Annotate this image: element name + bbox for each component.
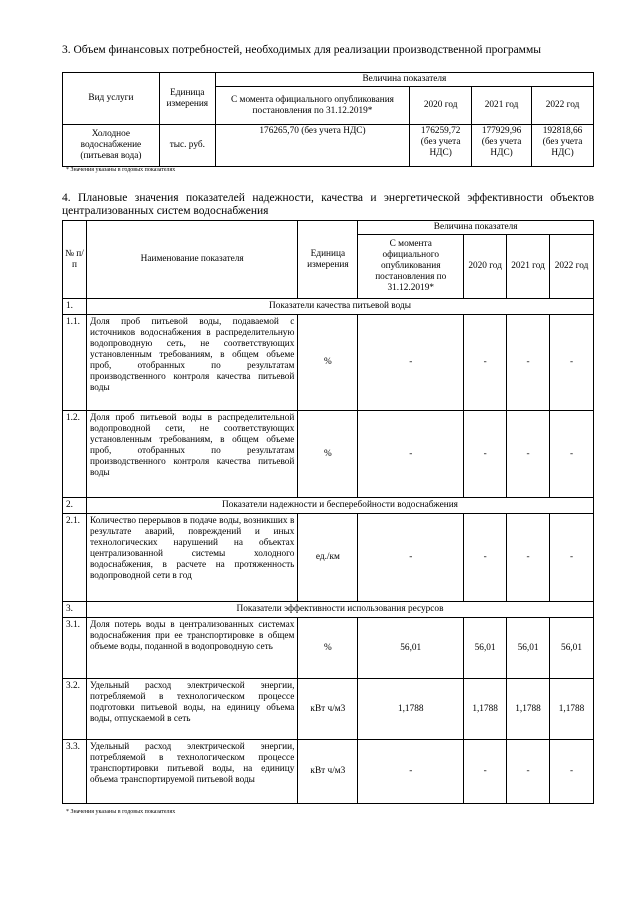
header-2020: 2020 год xyxy=(464,235,507,299)
row-num: 3.1. xyxy=(63,618,87,679)
header-value: Величина показателя xyxy=(358,221,594,235)
row-2021: - xyxy=(507,411,550,498)
section3-heading: 3. Объем финансовых потребностей, необходимых для реализации производственной программы xyxy=(62,44,541,56)
row-unit: ед./км xyxy=(298,514,358,602)
row-since: - xyxy=(358,514,464,602)
header-2021: 2021 год xyxy=(472,87,532,125)
row-name: Доля проб питьевой воды, подаваемой с источников водоснабжения в распределительную водопроводную сеть, не соответствующих установленным требованиям, в общем объеме проб, отобранных по результатам производственного контроля качества питьевой воды xyxy=(86,315,297,411)
cell-service: Холодное водоснабжение (питьевая вода) xyxy=(63,125,160,167)
indicators-table xyxy=(62,220,594,804)
group-num: 2. xyxy=(63,498,87,514)
row-2021: 1,1788 xyxy=(507,679,550,740)
table-row xyxy=(63,514,594,602)
row-2021: - xyxy=(507,740,550,804)
row-2022: - xyxy=(550,740,594,804)
row-num: 3.3. xyxy=(63,740,87,804)
row-num: 2.1. xyxy=(63,514,87,602)
table-row xyxy=(63,411,594,498)
group-title: Показатели качества питьевой воды xyxy=(86,299,593,315)
header-num: № п/п xyxy=(63,221,87,299)
row-unit: % xyxy=(298,618,358,679)
group-row xyxy=(63,299,594,315)
header-2022: 2022 год xyxy=(532,87,594,125)
header-unit: Единица измерения xyxy=(298,221,358,299)
row-unit: кВт ч/м3 xyxy=(298,679,358,740)
section4-footnote: * Значения указаны в годовых показателях xyxy=(66,809,176,815)
row-since: 1,1788 xyxy=(358,679,464,740)
header-unit: Единица измерения xyxy=(159,73,215,125)
table-row xyxy=(63,618,594,679)
row-since: - xyxy=(358,740,464,804)
row-2022: - xyxy=(550,315,594,411)
row-2020: - xyxy=(464,315,507,411)
row-num: 3.2. xyxy=(63,679,87,740)
row-name: Удельный расход электрической энергии, потребляемой в технологическом процессе транспортировки питьевой воды, на единицу объема транспортируемой питьевой воды xyxy=(86,740,297,804)
row-2020: - xyxy=(464,740,507,804)
header-service: Вид услуги xyxy=(63,73,160,125)
financial-needs-table xyxy=(62,72,594,167)
header-name: Наименование показателя xyxy=(86,221,297,299)
row-since: 56,01 xyxy=(358,618,464,679)
header-2022: 2022 год xyxy=(550,235,594,299)
cell-2020: 176259,72 (без учета НДС) xyxy=(410,125,472,167)
row-since: - xyxy=(358,315,464,411)
row-unit: кВт ч/м3 xyxy=(298,740,358,804)
group-title: Показатели надежности и бесперебойности водоснабжения xyxy=(86,498,593,514)
table-row xyxy=(63,740,594,804)
row-name: Количество перерывов в подаче воды, возникших в результате аварий, повреждений и иных технологических нарушений на объектах централизованной системы холодного водоснабжения, в расчете на протяженность водопроводной сети в год xyxy=(86,514,297,602)
row-name: Удельный расход электрической энергии, потребляемой в технологическом процессе подготовки питьевой воды, на единицу объема воды, отпускаемой в сеть xyxy=(86,679,297,740)
cell-since: 176265,70 (без учета НДС) xyxy=(215,125,409,167)
row-num: 1.2. xyxy=(63,411,87,498)
row-name: Доля проб питьевой воды в распределительной водопроводной сети, не соответствующих установленным требованиям, в общем объеме проб, отобранных по результатам производственного контроля качества питьевой воды xyxy=(86,411,297,498)
header-2020: 2020 год xyxy=(410,87,472,125)
row-unit: % xyxy=(298,411,358,498)
row-unit: % xyxy=(298,315,358,411)
table-row xyxy=(63,125,594,167)
row-name: Доля потерь воды в централизованных системах водоснабжения при ее транспортировке в общем объеме воды, поданной в водопроводную сеть xyxy=(86,618,297,679)
header-value: Величина показателя xyxy=(215,73,593,87)
group-row xyxy=(63,498,594,514)
row-2022: - xyxy=(550,514,594,602)
group-title: Показатели эффективности использования ресурсов xyxy=(86,602,593,618)
group-row xyxy=(63,602,594,618)
row-2021: - xyxy=(507,514,550,602)
section4-heading: 4. Плановые значения показателей надежности, качества и энергетической эффективности объектов централизованных систем водоснабжения xyxy=(62,192,594,217)
row-2022: - xyxy=(550,411,594,498)
header-since: С момента официального опубликования постановления по 31.12.2019* xyxy=(215,87,409,125)
section3-footnote: * Значения указаны в годовых показателях xyxy=(66,167,176,173)
row-2020: - xyxy=(464,411,507,498)
row-2022: 56,01 xyxy=(550,618,594,679)
row-2020: - xyxy=(464,514,507,602)
group-num: 3. xyxy=(63,602,87,618)
header-since: С момента официального опубликования постановления по 31.12.2019* xyxy=(358,235,464,299)
row-2022: 1,1788 xyxy=(550,679,594,740)
row-num: 1.1. xyxy=(63,315,87,411)
group-num: 1. xyxy=(63,299,87,315)
row-2020: 1,1788 xyxy=(464,679,507,740)
cell-2021: 177929,96 (без учета НДС) xyxy=(472,125,532,167)
table-row xyxy=(63,315,594,411)
cell-2022: 192818,66 (без учета НДС) xyxy=(532,125,594,167)
row-2021: - xyxy=(507,315,550,411)
row-since: - xyxy=(358,411,464,498)
cell-unit: тыс. руб. xyxy=(159,125,215,167)
header-2021: 2021 год xyxy=(507,235,550,299)
table-row xyxy=(63,679,594,740)
row-2020: 56,01 xyxy=(464,618,507,679)
row-2021: 56,01 xyxy=(507,618,550,679)
